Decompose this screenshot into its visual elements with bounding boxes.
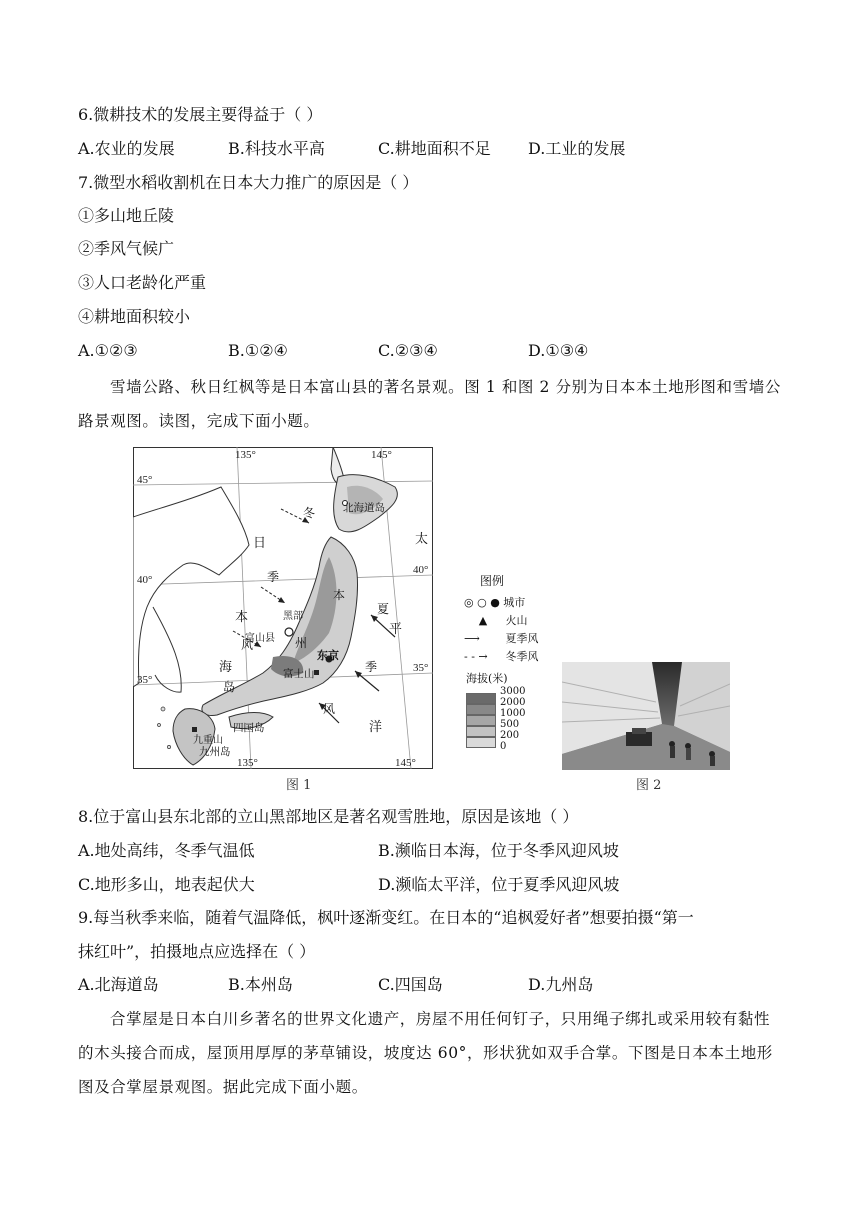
q9-option-b[interactable]: B.本州岛 [228,975,293,994]
intro-paragraph-1 [78,370,786,438]
legend-winter-label: 冬季风 [505,650,539,663]
fuji-volcano-marker [314,670,319,675]
question-9-stem-line-2: 抹红叶”，拍摄地点应选择在（ ） [78,942,316,961]
elevation-scale-row [466,743,556,754]
honshu-char-2: 州 [295,636,308,650]
japan-terrain-map [133,447,433,769]
winter-monsoon-char-3: 风 [241,638,254,652]
lat-label-40-right: 40° [413,564,429,576]
figure-2-caption: 图 2 [636,778,662,793]
sea-of-japan-char-3: 海 [219,660,233,675]
tokyo-label: 东京 [317,649,339,662]
q9-option-c[interactable]: C.四国岛 [378,975,443,994]
intro-2-text: 合掌屋是日本白川乡著名的世界文化遗产，房屋不用任何钉子，只用绳子绑扎或采用较有黏性的木头接合而成，屋顶用厚厚的茅草铺设，坡度达 60°，形状犹如双手合掌。下图是日本本土地形图及合掌屋景观图。据此完成下面小题。 [78,1010,773,1096]
elevation-scale [466,688,556,754]
honshu-char-3: 岛 [223,680,236,694]
toyama-city-marker [285,628,293,636]
q6-option-d[interactable]: D.工业的发展 [528,139,626,158]
map-legend [462,572,562,772]
q7-option-d[interactable]: D.①③④ [528,341,589,360]
lon-label-135-top: 135° [235,449,256,461]
pacific-char-3: 洋 [369,720,383,735]
figure-1-caption: 图 1 [286,778,312,793]
lon-label-145-top: 145° [371,449,392,461]
question-6-stem: 6.微耕技术的发展主要得益于（ ） [78,105,323,124]
pacific-char-2: 平 [389,622,403,637]
fuji-label: 富士山 [283,668,315,680]
summer-monsoon-char-2: 季 [365,660,378,674]
lat-label-40-left: 40° [137,574,153,586]
elevation-value-label: 200 [500,730,520,741]
q9-option-d[interactable]: D.九州岛 [528,975,594,994]
q7-option-c[interactable]: C.②③④ [378,341,438,360]
question-9-stem-line-1: 9.每当秋季来临，随着气温降低，枫叶逐渐变红。在日本的“追枫爱好者”想要拍摄“第一 [78,908,694,927]
toyama-label: 富山县 [245,633,275,644]
shikoku-label: 四国岛 [233,722,265,734]
summer-monsoon-char-3: 风 [323,702,336,716]
legend-city-row [464,594,525,610]
solid-arrow-icon: ⟶ [464,632,480,645]
hokkaido-label: 北海道岛 [343,502,385,514]
elevation-value-label: 2000 [500,697,526,708]
q8-option-b[interactable]: B.濒临日本海，位于冬季风迎风坡 [378,841,619,860]
lat-label-35-right: 35° [413,662,429,674]
q7-item-1: ①多山地丘陵 [78,206,175,225]
intro-paragraph-2 [78,1002,786,1104]
elevation-value-label: 3000 [500,686,526,697]
legend-summer-row [464,630,539,646]
intro-1-text: 雪墙公路、秋日红枫等是日本富山县的著名景观。图 1 和图 2 分别为日本本土地形图和雪墙公路景观图。读图，完成下面小题。 [78,378,781,430]
q8-option-c[interactable]: C.地形多山，地表起伏大 [78,875,255,894]
honshu-char-1: 本 [333,588,346,602]
city-symbols-icon: ◎ ○ ● [464,596,500,609]
question-7-stem: 7.微型水稻收割机在日本大力推广的原因是（ ） [78,173,419,192]
q7-item-4: ④耕地面积较小 [78,307,191,326]
elevation-value-label: 1000 [500,708,526,719]
q6-option-c[interactable]: C.耕地面积不足 [378,139,491,158]
elevation-value-label: 500 [500,719,520,730]
kurobe-label: 黑部 [283,611,303,622]
q6-option-b[interactable]: B.科技水平高 [228,139,325,158]
legend-title: 图例 [480,574,505,588]
winter-monsoon-char-1: 冬 [303,506,316,520]
q7-item-3: ③人口老龄化严重 [78,273,207,292]
kyushu-label: 九州岛 [199,746,231,758]
legend-city-label: 城市 [503,596,526,609]
elevation-scale-row [466,732,556,743]
q7-option-b[interactable]: B.①②④ [228,341,288,360]
winter-monsoon-char-2: 季 [267,570,280,584]
legend-elevation-title: 海拔(米) [466,672,508,685]
legend-volcano-row [464,612,528,628]
lon-label-145-bottom: 145° [395,757,416,769]
legend-winter-row [464,648,539,664]
lon-label-135-bottom: 135° [237,757,258,769]
lat-label-45: 45° [137,474,153,486]
lat-label-35-left: 35° [137,674,153,686]
kuju-volcano-marker [192,727,197,732]
volcano-icon: ▲ [478,614,488,627]
pacific-char-1: 太 [415,532,429,547]
kuju-label: 九重山 [193,735,223,746]
summer-monsoon-char-1: 夏 [377,602,390,616]
snow-wall-road-photo [562,662,730,770]
dashed-arrow-icon: - - → [464,650,488,663]
legend-summer-label: 夏季风 [505,632,539,645]
q6-option-a[interactable]: A.农业的发展 [78,139,175,158]
q8-option-a[interactable]: A.地处高纬，冬季气温低 [78,841,255,860]
elevation-value-label: 0 [500,741,507,752]
q9-option-a[interactable]: A.北海道岛 [78,975,159,994]
sea-of-japan-char-1: 日 [253,536,267,551]
sea-of-japan-char-2: 本 [235,610,249,625]
q8-option-d[interactable]: D.濒临太平洋，位于夏季风迎风坡 [378,875,620,894]
question-8-stem: 8.位于富山县东北部的立山黑部地区是著名观雪胜地，原因是该地（ ） [78,807,579,826]
q7-option-a[interactable]: A.①②③ [78,341,138,360]
legend-volcano-label: 火山 [505,614,528,627]
q7-item-2: ②季风气候广 [78,239,175,258]
